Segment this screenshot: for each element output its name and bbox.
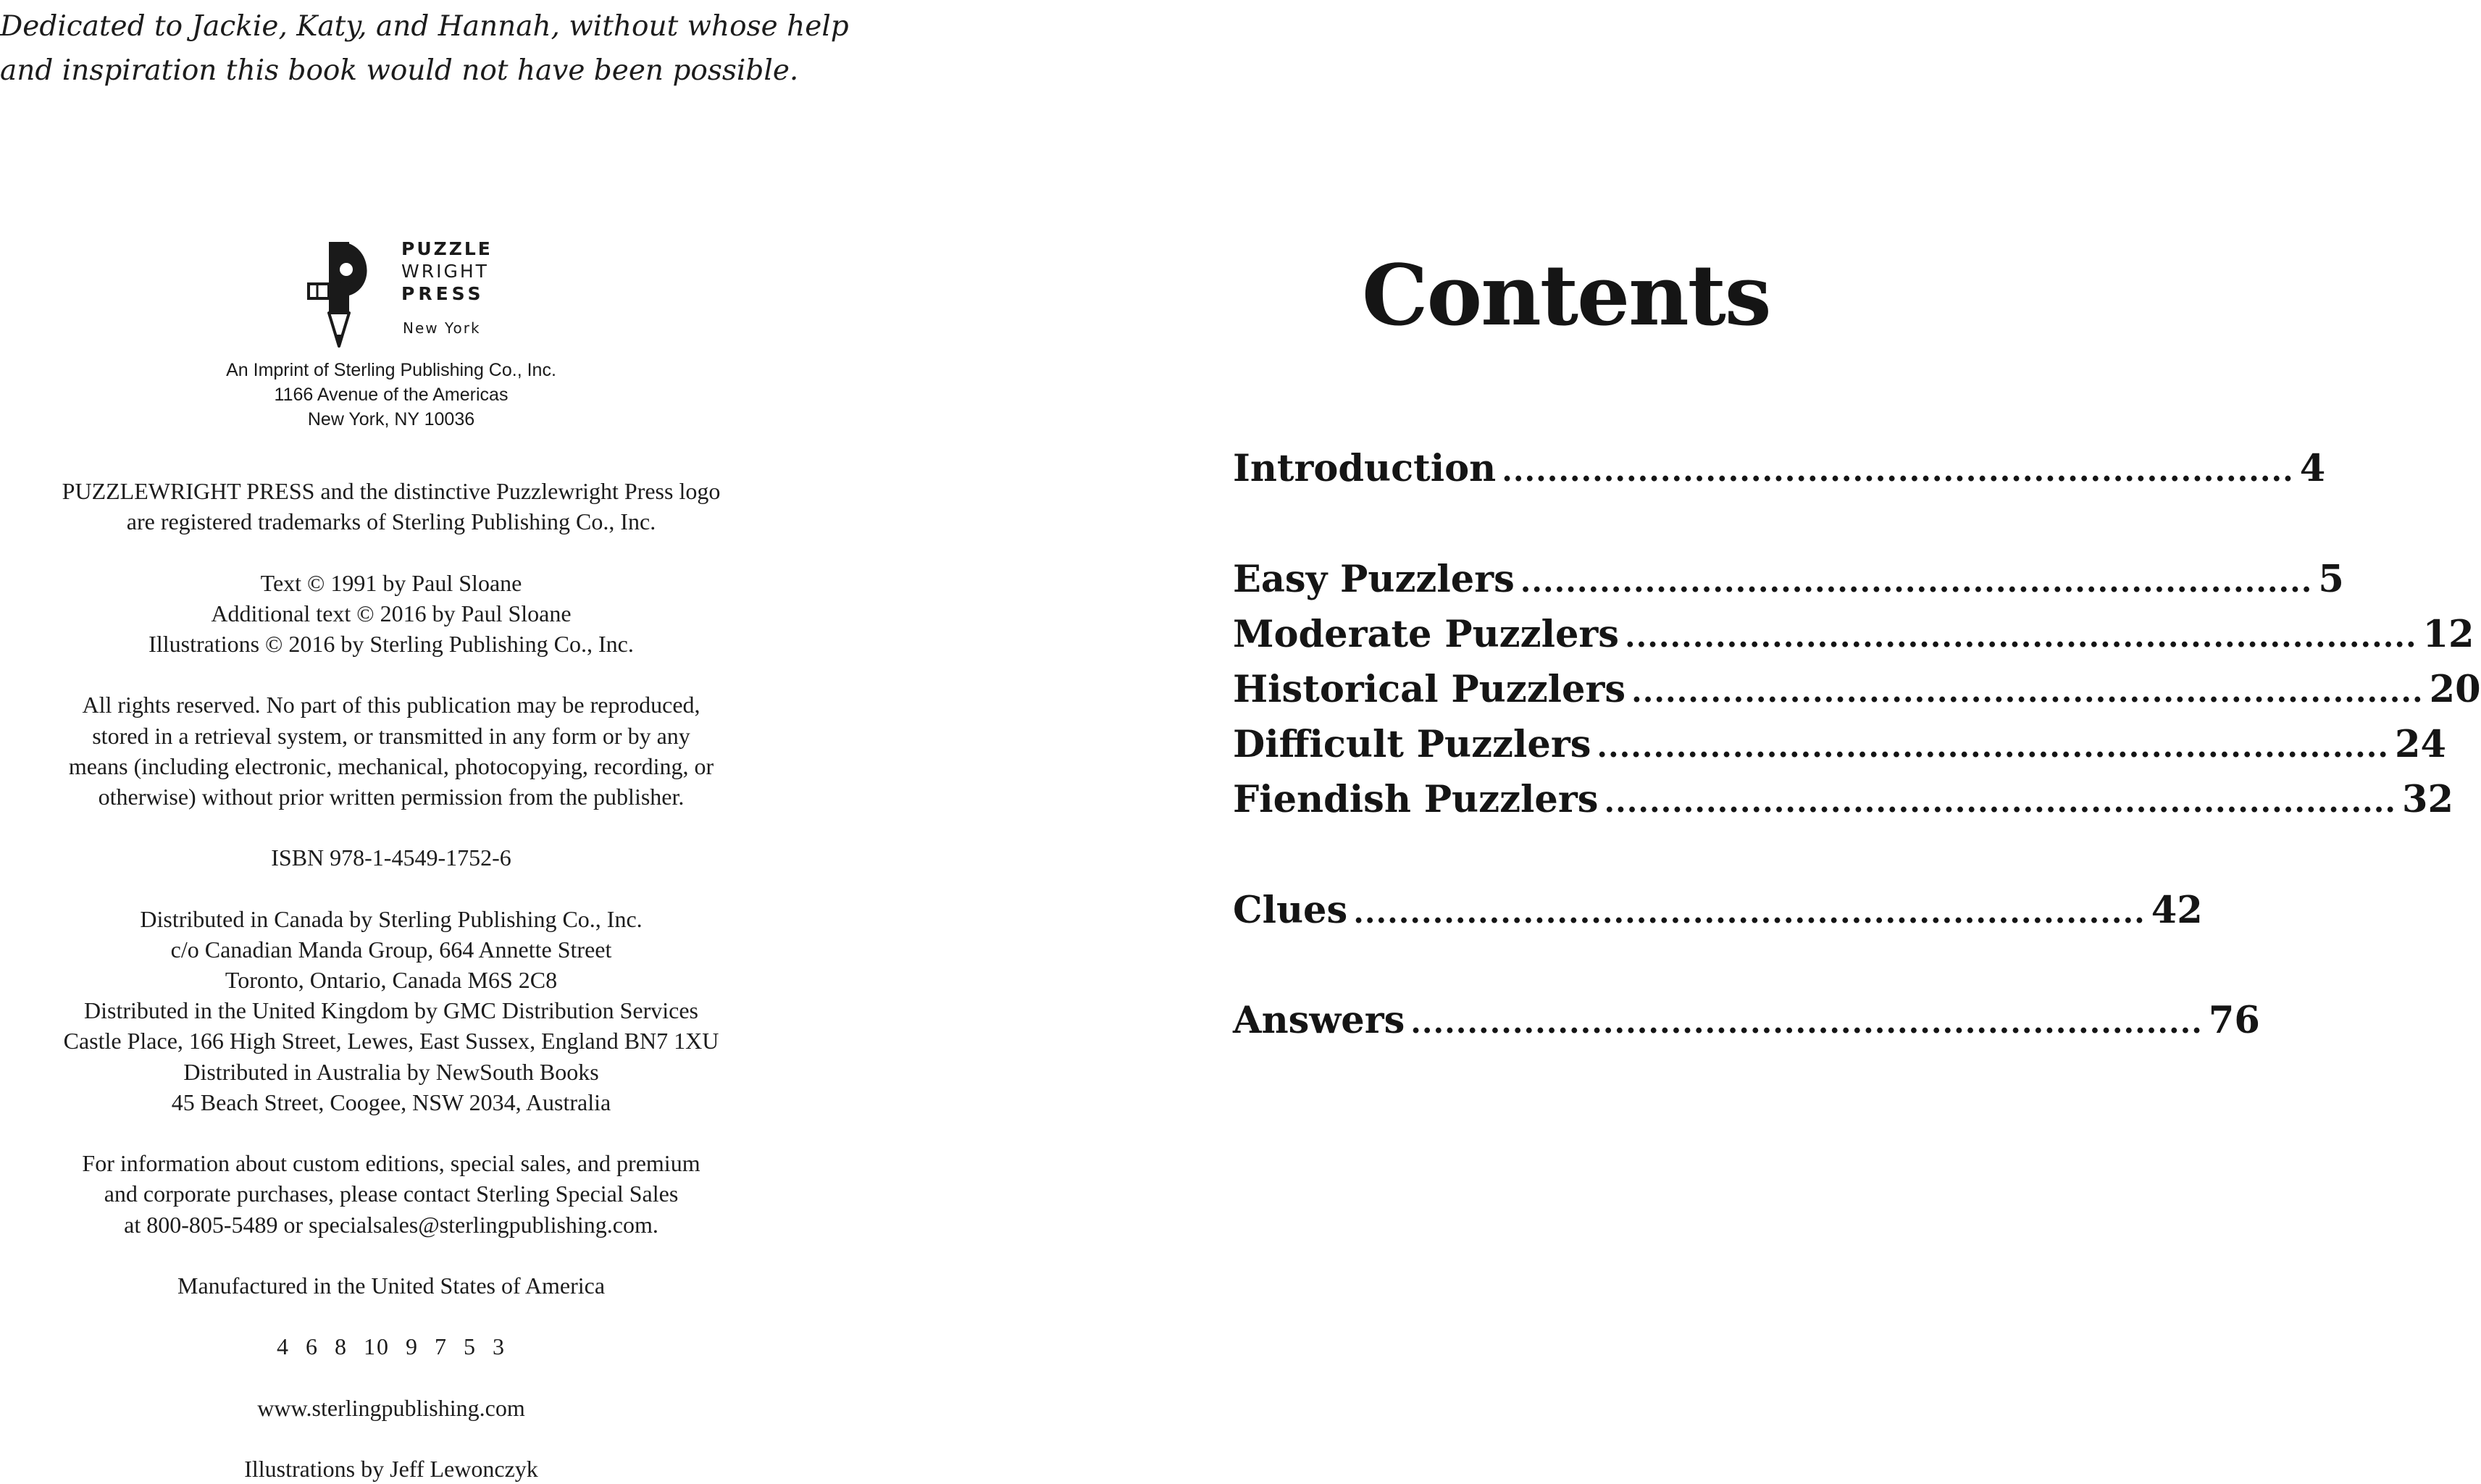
toc-entry-answers[interactable] xyxy=(1233,993,2260,1050)
toc-entry-label: Clues xyxy=(1233,889,1348,932)
rights-line: stored in a retrieval system, or transmitted in any form or by any xyxy=(92,722,690,749)
toc-entry-page: 32 xyxy=(2402,778,2453,821)
website-link[interactable]: www.sterlingpublishing.com xyxy=(257,1394,525,1421)
copyright-line: Additional text © 2016 by Paul Sloane xyxy=(211,600,572,626)
dot-leader: ...................................................................... xyxy=(1631,674,2424,709)
dedication-line: Dedicated to Jackie, Katy, and Hannah, without whose help xyxy=(0,10,849,43)
copyright-page xyxy=(0,0,849,1482)
toc-entry-label: Historical Puzzlers xyxy=(1233,668,1626,711)
toc-entry-page: 76 xyxy=(2208,999,2260,1042)
print-number-line: 4 6 8 10 9 7 5 3 xyxy=(277,1333,506,1360)
distribution-line: Toronto, Ontario, Canada M6S 2C8 xyxy=(225,967,558,993)
distribution-line: Distributed in Australia by NewSouth Books xyxy=(183,1058,599,1085)
dot-leader: ...................................................................... xyxy=(1353,894,2146,930)
imprint-line: New York, NY 10036 xyxy=(307,409,475,429)
page-title: Contents xyxy=(1362,247,1770,345)
imprint-line: An Imprint of Sterling Publishing Co., Inc. xyxy=(226,360,556,380)
logo-wordmark xyxy=(401,238,493,337)
isbn: ISBN 978-1-4549-1752-6 xyxy=(271,844,511,871)
toc-entry-label: Easy Puzzlers xyxy=(1233,558,1515,601)
toc-entry-page: 4 xyxy=(2299,447,2326,490)
imprint-address xyxy=(0,358,782,432)
sales-line: and corporate purchases, please contact Sterling Special Sales xyxy=(104,1181,679,1207)
legal-notice xyxy=(0,476,782,1484)
copyright-line: Illustrations © 2016 by Sterling Publishing Co., Inc. xyxy=(148,630,634,657)
toc-entry-easy-puzzlers[interactable] xyxy=(1233,552,2344,609)
dot-leader: ...................................................................... xyxy=(1410,1005,2203,1040)
toc-entry-page: 5 xyxy=(2318,558,2344,601)
illustrator-credit: Illustrations by Jeff Lewonczyk xyxy=(244,1456,538,1482)
dot-leader: ...................................................................... xyxy=(1604,784,2396,819)
sales-line: at 800-805-5489 or specialsales@sterlingpublishing.com. xyxy=(124,1211,658,1238)
toc-entry-page: 42 xyxy=(2151,889,2203,932)
toc-entry-label: Difficult Puzzlers xyxy=(1233,723,1591,766)
copyright-line: Text © 1991 by Paul Sloane xyxy=(260,569,522,596)
toc-entry-difficult-puzzlers[interactable] xyxy=(1233,717,2446,774)
imprint-line: 1166 Avenue of the Americas xyxy=(274,385,509,405)
publisher-logo xyxy=(303,238,491,353)
toc-entry-clues[interactable] xyxy=(1233,883,2203,940)
trademark-line: PUZZLEWRIGHT PRESS and the distinctive Puzzlewright Press logo xyxy=(62,478,721,504)
toc-entry-introduction[interactable] xyxy=(1233,441,2326,498)
dot-leader: ...................................................................... xyxy=(1502,453,2294,488)
toc-entry-label: Fiendish Puzzlers xyxy=(1233,778,1599,821)
toc-entry-historical-puzzlers[interactable] xyxy=(1233,662,2481,719)
toc-entry-label: Moderate Puzzlers xyxy=(1233,613,1620,656)
toc-entry-label: Introduction xyxy=(1233,447,1497,490)
dot-leader: ...................................................................... xyxy=(1625,619,2417,654)
dot-leader: ...................................................................... xyxy=(1597,729,2389,764)
logo-word-wright: WRIGHT xyxy=(401,261,489,282)
toc-entry-page: 20 xyxy=(2429,668,2481,711)
rights-line: All rights reserved. No part of this publication may be reproduced, xyxy=(82,692,700,718)
toc-entry-page: 24 xyxy=(2394,723,2446,766)
trademark-line: are registered trademarks of Sterling Publishing Co., Inc. xyxy=(126,508,656,535)
dot-leader: ...................................................................... xyxy=(1520,563,2313,599)
toc-entry-fiendish-puzzlers[interactable] xyxy=(1233,772,2453,829)
toc-entry-page: 12 xyxy=(2422,613,2474,656)
sales-line: For information about custom editions, special sales, and premium xyxy=(82,1150,700,1177)
logo-word-puzzle: PUZZLE xyxy=(401,238,493,259)
distribution-line: 45 Beach Street, Coogee, NSW 2034, Australia xyxy=(171,1089,611,1115)
dedication xyxy=(0,4,849,93)
distribution-line: Distributed in Canada by Sterling Publishing Co., Inc. xyxy=(140,905,643,932)
pencil-p-icon xyxy=(303,238,382,353)
contents-page xyxy=(1231,0,2481,1482)
manufactured-line: Manufactured in the United States of America xyxy=(177,1272,606,1299)
logo-city: New York xyxy=(403,319,481,337)
toc-entry-label: Answers xyxy=(1233,999,1405,1042)
distribution-line: c/o Canadian Manda Group, 664 Annette Street xyxy=(170,936,612,963)
rights-line: means (including electronic, mechanical, photocopying, recording, or xyxy=(68,753,714,779)
rights-line: otherwise) without prior written permission from the publisher. xyxy=(98,783,685,810)
distribution-line: Castle Place, 166 High Street, Lewes, East Sussex, England BN7 1XU xyxy=(63,1028,719,1055)
toc-entry-moderate-puzzlers[interactable] xyxy=(1233,607,2474,664)
distribution-line: Distributed in the United Kingdom by GMC Distribution Services xyxy=(84,997,698,1024)
logo-word-press: PRESS xyxy=(401,283,485,304)
dedication-line: and inspiration this book would not have been possible. xyxy=(0,54,799,87)
